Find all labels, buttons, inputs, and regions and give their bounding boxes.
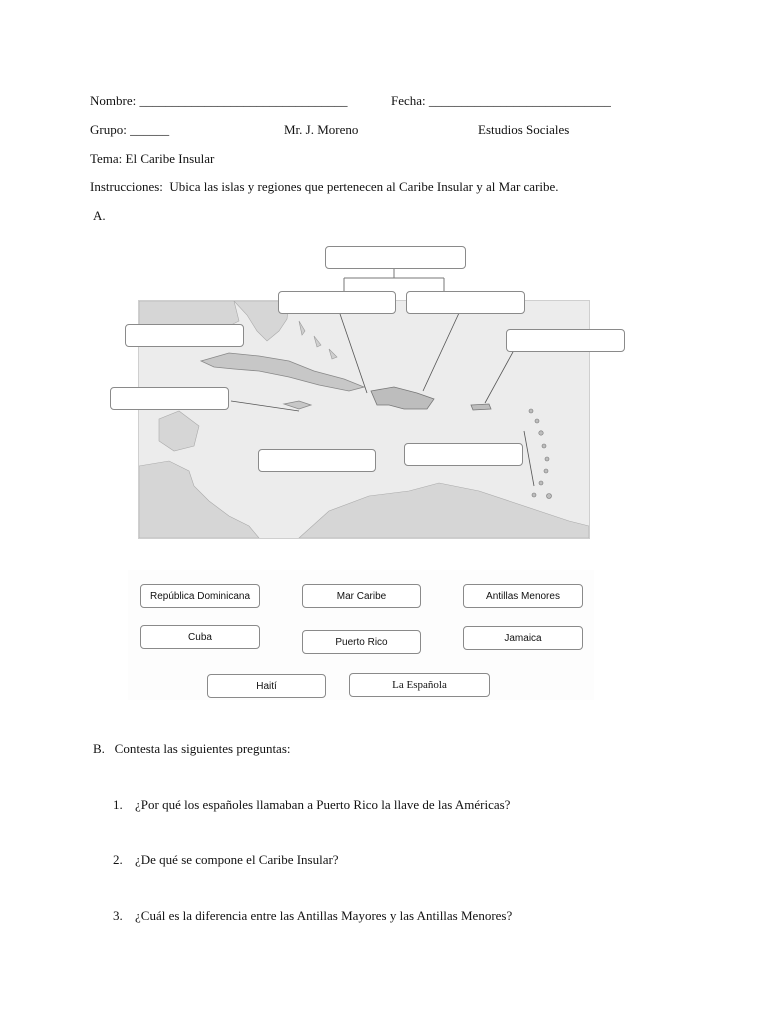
word-jamaica[interactable]: Jamaica bbox=[463, 626, 583, 650]
section-a-label: A. bbox=[93, 208, 106, 223]
question-1-text: ¿Por qué los españoles llamaban a Puerto Rico la llave de las Américas? bbox=[135, 797, 511, 812]
map-blank-5[interactable] bbox=[506, 329, 625, 352]
word-haiti[interactable]: Haití bbox=[207, 674, 326, 698]
name-field[interactable]: Nombre: ________________________________ bbox=[90, 93, 348, 108]
question-3-text: ¿Cuál es la diferencia entre las Antillas Mayores y las Antillas Menores? bbox=[135, 908, 513, 923]
subject-name: Estudios Sociales bbox=[478, 122, 570, 137]
word-cuba[interactable]: Cuba bbox=[140, 625, 260, 649]
map-blank-top[interactable] bbox=[325, 246, 466, 269]
question-3-number: 3. bbox=[113, 908, 123, 923]
word-la-espanola[interactable]: La Española bbox=[349, 673, 490, 697]
question-1-number: 1. bbox=[113, 797, 123, 812]
word-republica-dominicana[interactable]: República Dominicana bbox=[140, 584, 260, 608]
section-b-label: B. Contesta las siguientes preguntas: bbox=[93, 741, 291, 756]
word-mar-caribe[interactable]: Mar Caribe bbox=[302, 584, 421, 608]
instructions: Instrucciones: Ubica las islas y regiones que pertenecen al Caribe Insular y al Mar caribe. bbox=[90, 179, 559, 194]
word-antillas-menores[interactable]: Antillas Menores bbox=[463, 584, 583, 608]
question-2-text: ¿De qué se compone el Caribe Insular? bbox=[135, 852, 339, 867]
map-blank-2[interactable] bbox=[278, 291, 396, 314]
map-blank-7[interactable] bbox=[258, 449, 376, 472]
date-field[interactable]: Fecha: ____________________________ bbox=[391, 93, 611, 108]
teacher-name: Mr. J. Moreno bbox=[284, 122, 359, 137]
group-field[interactable]: Grupo: ______ bbox=[90, 122, 170, 137]
word-puerto-rico[interactable]: Puerto Rico bbox=[302, 630, 421, 654]
map-blank-3[interactable] bbox=[406, 291, 525, 314]
map-blank-8[interactable] bbox=[404, 443, 523, 466]
map-blank-6[interactable] bbox=[110, 387, 229, 410]
question-2-number: 2. bbox=[113, 852, 123, 867]
map-blank-4[interactable] bbox=[125, 324, 244, 347]
topic: Tema: El Caribe Insular bbox=[90, 151, 215, 166]
